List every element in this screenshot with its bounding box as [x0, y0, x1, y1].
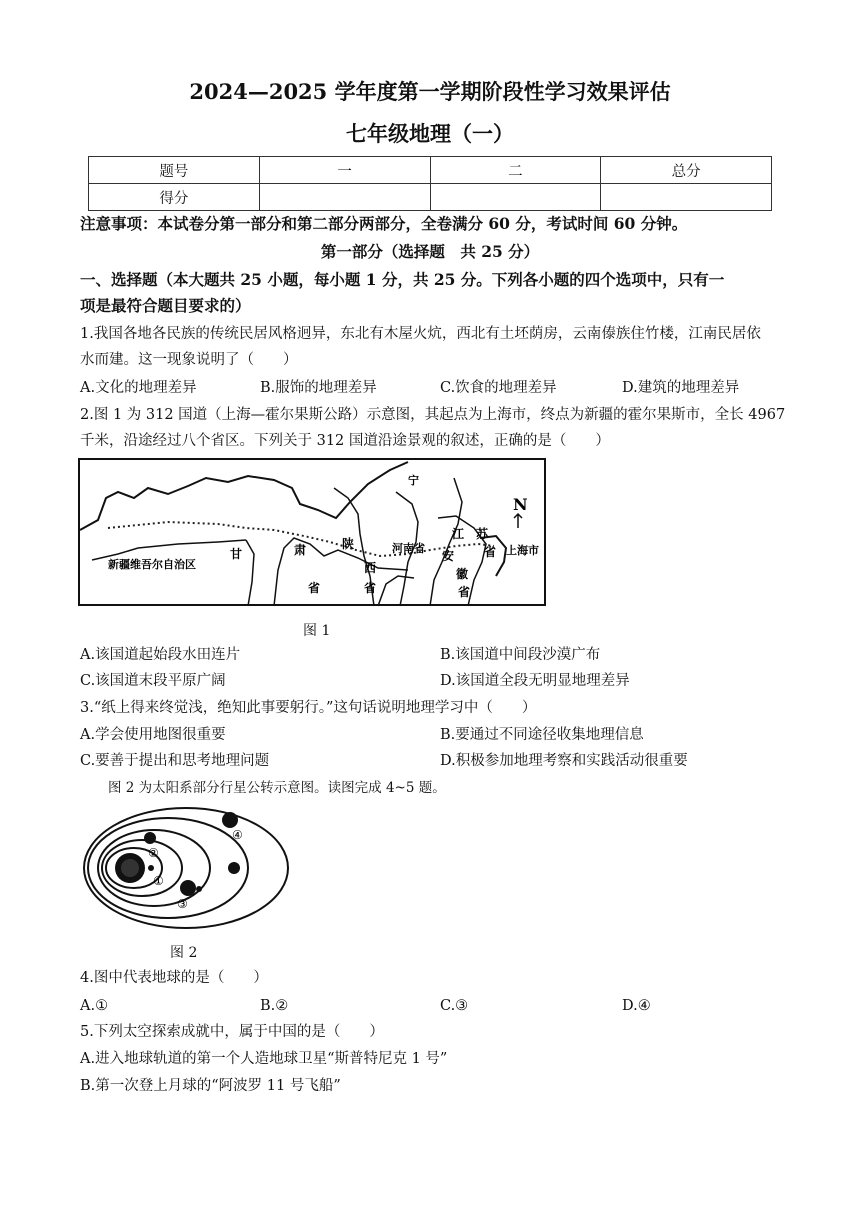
q2-option-a[interactable]: A.该国道起始段水田连片 — [80, 647, 241, 663]
label-henan: 河南省 — [392, 542, 425, 555]
q5-stem: 5.下列太空探索成就中，属于中国的是（ ） — [80, 1024, 384, 1040]
notice-text: 注意事项：本试卷分第一部分和第二部分两部分，全卷满分 60 分，考试时间 60 分钟。 — [80, 214, 688, 233]
q3-option-a[interactable]: A.学会使用地图很重要 — [80, 727, 226, 743]
label-sheng3: 省 — [484, 545, 497, 559]
north-arrow-label: N — [513, 495, 528, 514]
figure1-caption: 图 1 — [303, 623, 331, 639]
label-su2: 苏 — [476, 527, 489, 541]
label-shanghai: 上海市 — [506, 544, 539, 557]
label-jiang: 江 — [452, 527, 465, 541]
q4-stem: 4.图中代表地球的是（ ） — [80, 970, 268, 986]
q4-option-d[interactable]: D.④ — [622, 998, 651, 1014]
score-table-header-row — [89, 157, 772, 184]
q3-option-b[interactable]: B.要通过不同途径收集地理信息 — [440, 727, 644, 743]
exam-subtitle: 七年级地理（一） — [346, 121, 514, 146]
exam-title: 2024—2025 学年度第一学期阶段性学习效果评估 — [189, 79, 671, 104]
score-input-cell[interactable] — [601, 184, 772, 211]
label-xi: 西 — [364, 561, 377, 575]
score-table-score-row — [89, 184, 772, 211]
section1-line1: 一、选择题（本大题共 25 小题，每小题 1 分，共 25 分。下列各小题的四个选项中，只有一 — [80, 270, 725, 289]
score-cell: 一 — [259, 157, 430, 184]
section1-line2: 项是最符合题目要求的） — [80, 296, 251, 315]
score-input-cell[interactable] — [430, 184, 601, 211]
marker-1: ① — [153, 874, 164, 888]
q4-option-c[interactable]: C.③ — [440, 998, 469, 1014]
q3-option-d[interactable]: D.积极参加地理考察和实践活动很重要 — [440, 753, 688, 769]
q5-option-a[interactable]: A.进入地球轨道的第一个人造地球卫星“斯普特尼克 1 号” — [80, 1051, 448, 1067]
score-cell: 总分 — [601, 157, 772, 184]
solar-system-diagram — [76, 806, 290, 936]
planet-icon — [228, 862, 240, 874]
q1-option-d[interactable]: D.建筑的地理差异 — [622, 380, 740, 396]
q5-option-b[interactable]: B.第一次登上月球的“阿波罗 11 号飞船” — [80, 1078, 341, 1094]
route-312-map — [78, 458, 548, 608]
q2-option-d[interactable]: D.该国道全段无明显地理差异 — [440, 673, 630, 689]
label-gan: 甘 — [230, 547, 243, 561]
figure2-intro: 图 2 为太阳系部分行星公转示意图。读图完成 4~5 题。 — [108, 780, 446, 796]
label-hui: 徽 — [456, 567, 469, 581]
q1-option-b[interactable]: B.服饰的地理差异 — [260, 380, 377, 396]
marker-3: ③ — [177, 897, 188, 911]
marker-2: ② — [148, 846, 159, 860]
label-sheng4: 省 — [458, 585, 471, 599]
label-shan: 陕 — [342, 537, 355, 551]
score-input-cell[interactable] — [259, 184, 430, 211]
label-su: 肃 — [294, 543, 307, 557]
label-hao: 宁 — [408, 474, 419, 487]
q4-option-a[interactable]: A.① — [80, 998, 109, 1014]
label-xinjiang: 新疆维吾尔自治区 — [108, 558, 196, 571]
q1-stem-line1: 1.我国各地各民族的传统民居风格迥异，东北有木屋火炕，西北有土坯荫房，云南傣族住竹楼，江南民居依 — [80, 326, 761, 342]
q4-option-b[interactable]: B.② — [260, 998, 289, 1014]
planet-icon — [148, 865, 154, 871]
q2-stem-line1: 2.图 1 为 312 国道（上海—霍尔果斯公路）示意图，其起点为上海市，终点为新疆的霍尔果斯市，全长 4967 — [80, 407, 786, 423]
q2-option-c[interactable]: C.该国道末段平原广阔 — [80, 673, 226, 689]
part1-title: 第一部分（选择题 共 25 分） — [320, 242, 540, 261]
planet-icon — [222, 812, 238, 828]
marker-4: ④ — [232, 828, 243, 842]
figure2-caption: 图 2 — [170, 945, 198, 961]
planet-icon — [180, 880, 196, 896]
q3-stem: 3.“纸上得来终觉浅，绝知此事要躬行。”这句话说明地理学习中（ ） — [80, 700, 537, 716]
q3-option-c[interactable]: C.要善于提出和思考地理问题 — [80, 753, 270, 769]
score-table — [88, 156, 772, 211]
q2-option-b[interactable]: B.该国道中间段沙漠广布 — [440, 647, 601, 663]
q2-stem-line2: 千米，沿途经过八个省区。下列关于 312 国道沿途景观的叙述，正确的是（ ） — [80, 433, 610, 449]
q1-stem-line2: 水而建。这一现象说明了（ ） — [80, 352, 298, 368]
score-cell: 二 — [430, 157, 601, 184]
planet-icon — [144, 832, 156, 844]
q1-option-c[interactable]: C.饮食的地理差异 — [440, 380, 557, 396]
label-sheng2: 省 — [364, 581, 377, 595]
score-cell: 题号 — [89, 157, 260, 184]
score-cell: 得分 — [89, 184, 260, 211]
label-sheng1: 省 — [308, 581, 321, 595]
label-an: 安 — [442, 549, 455, 563]
q1-option-a[interactable]: A.文化的地理差异 — [80, 380, 197, 396]
